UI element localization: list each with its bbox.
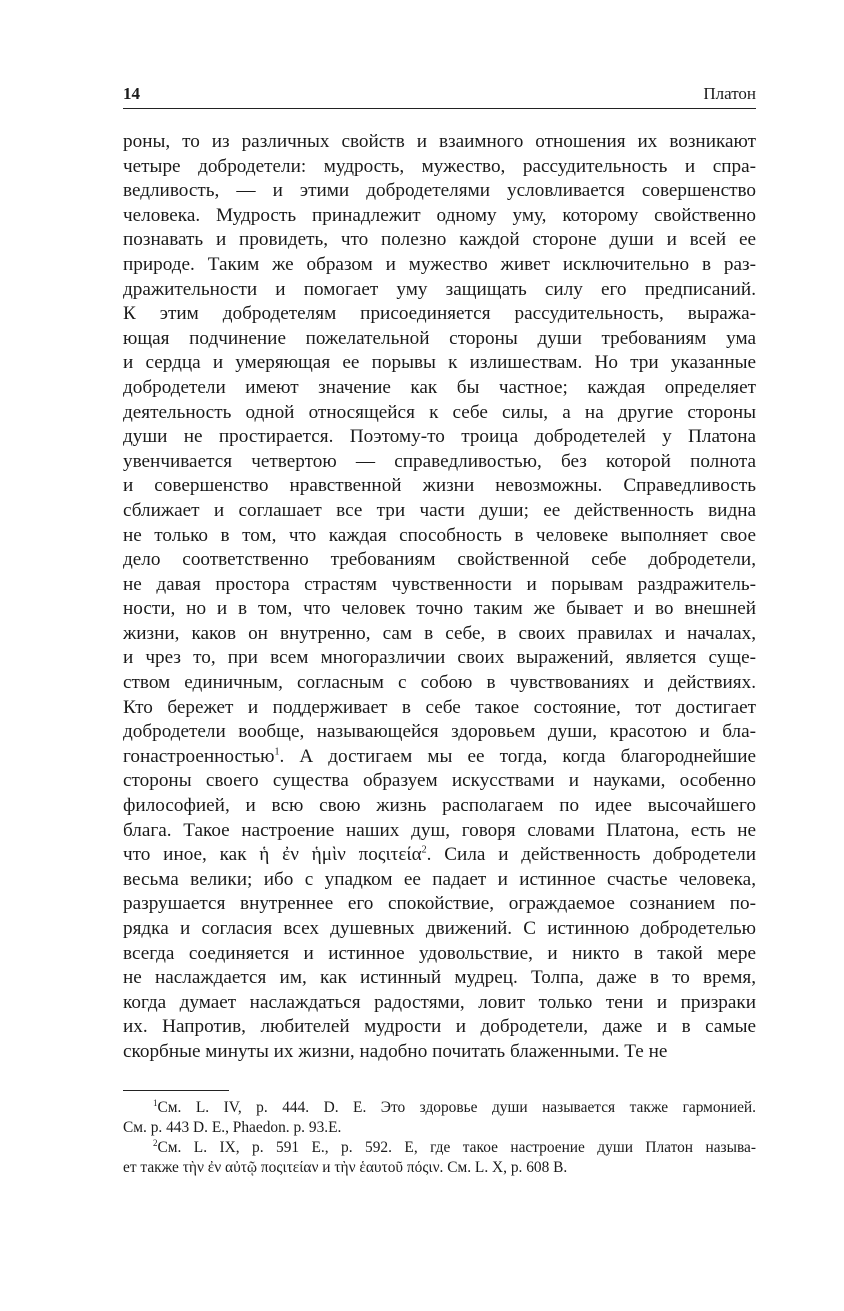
text-line — [123, 745, 756, 770]
page-header — [123, 84, 756, 109]
text-line: жизни, каков он внутренно, сам в себе, в своих правилах и началах, — [123, 622, 756, 644]
text-line: когда думает наслаждаться радостями, ловит только тени и призраки — [123, 991, 756, 1013]
text-line: дражительности и помогает уму защищать силу его предписаний. — [123, 278, 756, 300]
footnote-text: См. L. IV, p. 444. D. E. Это здоровье души называется также гармонией. — [157, 1099, 756, 1116]
running-title: Платон — [703, 84, 756, 103]
text-line: философией, и всю свою жизнь располагаем по идее высочайшего — [123, 795, 756, 817]
text-line: рядка и согласия всех душевных движений. С истинною добродетелью — [123, 918, 756, 939]
text-line: природе. Таким же образом и мужество живет исключительно в раз- — [123, 253, 756, 275]
text-line: дело соответственно требованиям свойственной себе добродетели, — [123, 549, 756, 571]
text-line: стороны своего существа образуем искусствами и науками, особенно — [123, 770, 756, 792]
footnotes — [123, 1098, 756, 1178]
text-line: Кто бережет и поддерживает в себе такое состояние, тот достигает — [123, 696, 756, 718]
footnote-line: См. p. 443 D. E., Phaedon. p. 93.E. — [123, 1119, 342, 1136]
text-line: не давая простора страстям чувственности и порывам раздражитель- — [123, 573, 756, 595]
footnote-line: ет также τὴν ἐν αὐτῷ ποςιτείαν и τὴν ἑαυτοῦ πόςιν. См. L. X, p. 608 B. — [123, 1159, 568, 1176]
text-line: ности, но и в том, что человек точно таким же бывает и во внешней — [123, 598, 756, 620]
text-segment: гонастроенностью — [123, 745, 275, 767]
footnote-text: См. L. IX, p. 591 E., p. 592. E, где такое настроение души Платон называ- — [157, 1139, 756, 1156]
body-paragraph — [123, 130, 756, 1065]
page-number: 14 — [123, 84, 140, 103]
footnote-2 — [123, 1138, 756, 1178]
text-line: их. Напротив, любителей мудрости и добродетели, даже и в самые — [123, 1016, 756, 1038]
text-line: добродетели имеют значение как бы частное; каждая определяет — [123, 376, 756, 398]
text-line: ющая подчинение пожелательной стороны души требованиям ума — [123, 327, 756, 349]
text-line: ведливость, — и этими добродетелями условливается совершенство — [123, 180, 756, 202]
text-segment: что иное, как ἡ ἐν ἡμὶν ποςιτεία — [123, 844, 422, 866]
footnote-line — [123, 1098, 756, 1118]
text-line: К этим добродетелям присоединяется рассудительность, выража- — [123, 303, 756, 325]
text-line: души не простирается. Поэтому-то троица добродетелей у Платона — [123, 426, 756, 448]
footnote-ref-1[interactable]: 1 — [274, 746, 280, 758]
footnote-separator — [123, 1090, 229, 1091]
text-line: четыре добродетели: мудрость, мужество, рассудительность и спра- — [123, 155, 756, 177]
text-line: разрушается внутреннее его спокойствие, ограждаемое сознанием по- — [123, 893, 756, 915]
text-line: роны, то из различных свойств и взаимного отношения их возникают — [123, 131, 756, 152]
text-line: не наслаждается им, как истинный мудрец. Толпа, даже в то время, — [123, 967, 756, 989]
text-line: добродетели вообще, называющейся здоровьем души, красотою и бла- — [123, 721, 756, 743]
text-line: и совершенство нравственной жизни невозможны. Справедливость — [123, 475, 756, 497]
text-line: познавать и провидеть, что полезно каждой стороне души и всей ее — [123, 229, 756, 251]
text-line: увенчивается четвертою — справедливостью, без которой полнота — [123, 450, 756, 472]
text-segment: . Сила и действенность добродетели — [426, 844, 757, 866]
text-line: всегда соединяется и истинное удовольствие, и никто в такой мере — [123, 942, 756, 964]
text-line: и сердца и умеряющая ее порывы к излишествам. Но три указанные — [123, 352, 756, 374]
footnote-ref-2[interactable]: 2 — [421, 844, 427, 856]
text-line: весьма велики; ибо с упадком ее падает и истинное счастье человека, — [123, 868, 756, 890]
text-line: сближает и соглашает все три части души; ее действенность видна — [123, 499, 756, 521]
text-line: скорбные минуты их жизни, надобно почитать блаженными. Те не — [123, 1040, 668, 1062]
footnote-line — [123, 1138, 756, 1158]
text-line: блага. Такое настроение наших душ, говоря словами Платона, есть не — [123, 819, 756, 841]
text-line: деятельность одной относящейся к себе силы, а на другие стороны — [123, 401, 756, 423]
text-line — [123, 843, 756, 868]
text-segment: . А достигаем мы ее тогда, когда благороднейшие — [279, 745, 756, 767]
footnote-1 — [123, 1098, 756, 1138]
text-line: человека. Мудрость принадлежит одному уму, которому свойственно — [123, 204, 756, 226]
text-line: и чрез то, при всем многоразличии своих выражений, является суще- — [123, 647, 756, 669]
text-line: не только в том, что каждая способность в человеке выполняет свое — [123, 524, 756, 546]
text-line: ством единичным, согласным с собою в чувствованиях и действиях. — [123, 672, 756, 694]
footnote-marker: 1 — [153, 1097, 158, 1108]
footnote-marker: 2 — [153, 1137, 158, 1148]
